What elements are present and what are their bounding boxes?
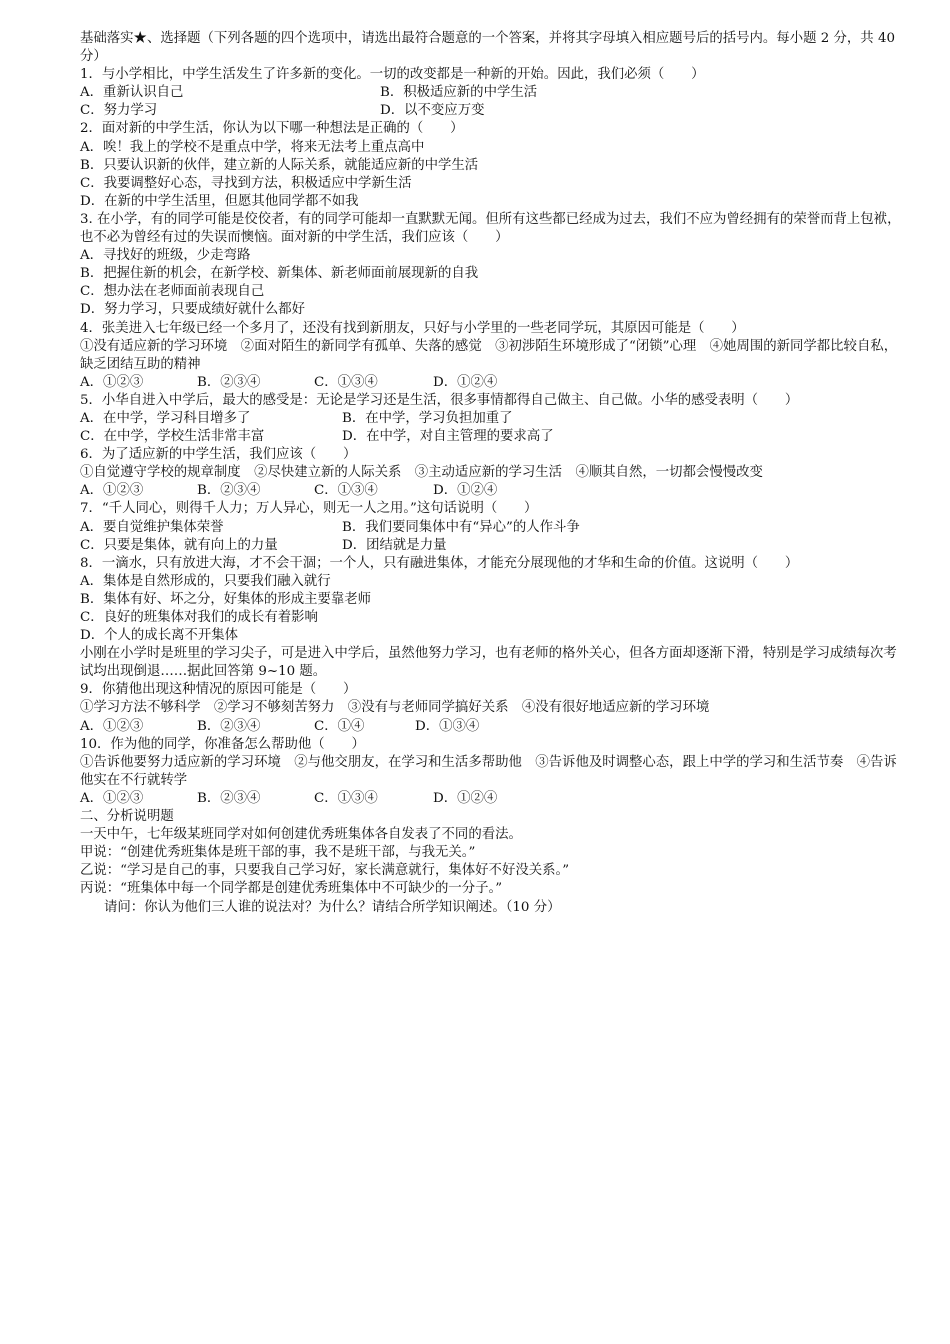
option-d[interactable]: D．①③④: [415, 718, 480, 734]
option-d[interactable]: D．①②④: [433, 790, 498, 806]
question-10-stem: 10．作为他的同学，你准备怎么帮助他（ ）: [80, 736, 365, 752]
question-1-options-row-2: [49, 102, 907, 120]
question-6-options: [49, 482, 907, 500]
question-5-options-row-1: [49, 410, 907, 428]
section2-heading: 二、分析说明题: [80, 809, 174, 825]
exam-content: [49, 30, 907, 917]
question-5-stem: 5．小华自进入中学后，最大的感受是：无论是学习还是生活，很多事情都得自己做主、自己做。小华的感受表明（ ）: [80, 392, 799, 408]
option-d[interactable]: D．①②④: [433, 483, 498, 499]
question-1-stem: 1．与小学相比，中学生活发生了许多新的变化。一切的改变都是一种新的开始。因此，我们必须（ ）: [80, 67, 705, 83]
option-d[interactable]: D．努力学习，只要成绩好就什么都好: [80, 302, 305, 318]
option-c[interactable]: C．在中学，学校生活非常丰富: [80, 429, 265, 445]
option-c[interactable]: C．①④: [314, 718, 365, 734]
option-b[interactable]: B．②③④: [197, 483, 261, 499]
option-d[interactable]: D．在新的中学生活里，但愿其他同学都不如我: [80, 193, 359, 209]
question-1-options-row-1: [49, 84, 907, 102]
option-b[interactable]: B．②③④: [197, 790, 261, 806]
section1-intro: 基础落实★、选择题（下列各题的四个选项中，请选出最符合题意的一个答案，并将其字母填入相应题号后的括号内。每小题 2 分，共 40 分）: [80, 31, 895, 65]
option-d[interactable]: D．个人的成长离不开集体: [80, 628, 239, 644]
option-a[interactable]: A．在中学，学习科目增多了: [80, 410, 251, 426]
option-c[interactable]: C．①③④: [314, 790, 378, 806]
option-a[interactable]: A．①②③: [80, 718, 144, 734]
option-b[interactable]: B．我们要同集体中有“异心”的人作斗争: [342, 519, 580, 535]
option-d[interactable]: D．①②④: [433, 374, 498, 390]
option-a[interactable]: A．①②③: [80, 790, 144, 806]
option-b[interactable]: B．只要认识新的伙伴，建立新的人际关系，就能适应新的中学生活: [80, 157, 479, 173]
question-10-options: [49, 790, 907, 808]
option-c[interactable]: C．我要调整好心态，寻找到方法，积极适应中学新生活: [80, 175, 412, 191]
question-4-options: [49, 374, 907, 392]
option-c[interactable]: C．想办法在老师面前表现自己: [80, 284, 265, 300]
option-c[interactable]: C．努力学习: [80, 103, 158, 119]
question-4-stem: 4．张美进入七年级已经一个多月了，还没有找到新朋友，只好与小学里的一些老同学玩，其原因可能是（ ）: [80, 320, 745, 336]
option-c[interactable]: C．①③④: [314, 483, 378, 499]
question-3-stem: 3. 在小学，有的同学可能是佼佼者，有的同学可能却一直默默无闻。但所有这些都已经成为过去，我们不应为曾经拥有的荣誉而背上包袱，也不必为曾经有过的失误而懊恼。面对新的中学生活，我们应该（ ）: [80, 211, 901, 246]
question-7-stem: 7．“千人同心，则得千人力；万人异心，则无一人之用。”这句话说明（ ）: [80, 501, 538, 517]
option-b[interactable]: B．在中学，学习负担加重了: [342, 410, 513, 426]
option-a[interactable]: A．集体是自然形成的，只要我们融入就行: [80, 573, 331, 589]
option-b[interactable]: B．集体有好、坏之分，好集体的形成主要靠老师: [80, 591, 372, 607]
option-d[interactable]: D．以不变应万变: [380, 103, 485, 119]
statement-bing: 丙说：“班集体中每一个同学都是创建优秀班集体中不可缺少的一分子。”: [80, 881, 503, 897]
question-6-stem: 6．为了适应新的中学生活，我们应该（ ）: [80, 447, 357, 463]
question-5-options-row-2: [49, 428, 907, 446]
question-9-stem: 9．你猜他出现这种情况的原因可能是（ ）: [80, 682, 357, 698]
question-8-stem: 8．一滴水，只有放进大海，才不会干涸；一个人，只有融进集体，才能充分展现他的才华和生命的价值。这说明（ ）: [80, 555, 799, 571]
question-10-items: ①告诉他要努力适应新的学习环境 ②与他交朋友，在学习和生活多帮助他 ③告诉他及时调整心态，跟上中学的学习和生活节奏 ④告诉他实在不行就转学: [80, 754, 897, 788]
option-b[interactable]: B．②③④: [197, 374, 261, 390]
question-2-stem: 2．面对新的中学生活，你认为以下哪一种想法是正确的（ ）: [80, 121, 464, 137]
option-a[interactable]: A．寻找好的班级，少走弯路: [80, 248, 251, 264]
option-b[interactable]: B．把握住新的机会，在新学校、新集体、新老师面前展现新的自我: [80, 266, 479, 282]
option-a[interactable]: A．①②③: [80, 483, 144, 499]
option-a[interactable]: A．重新认识自己: [80, 85, 184, 101]
option-c[interactable]: C．①③④: [314, 374, 378, 390]
option-a[interactable]: A．唉！我上的学校不是重点中学，将来无法考上重点高中: [80, 139, 425, 155]
question-7-options-row-2: [49, 537, 907, 555]
question-7-options-row-1: [49, 519, 907, 537]
option-a[interactable]: A．要自觉维护集体荣誉: [80, 519, 224, 535]
option-b[interactable]: B．②③④: [197, 718, 261, 734]
option-d[interactable]: D．在中学，对自主管理的要求高了: [342, 429, 554, 445]
question-9-options: [49, 718, 907, 736]
option-c[interactable]: C．只要是集体，就有向上的力量: [80, 537, 278, 553]
question-9-items: ①学习方法不够科学 ②学习不够刻苦努力 ③没有与老师同学搞好关系 ④没有很好地适应新的学习环境: [80, 700, 710, 716]
section2-question: 请问：你认为他们三人谁的说法对？为什么？请结合所学知识阐述。（10 分）: [104, 899, 561, 915]
statement-jia: 甲说：“创建优秀班集体是班干部的事，我不是班干部，与我无关。”: [80, 845, 476, 861]
statement-yi: 乙说：“学习是自己的事，只要我自己学习好，家长满意就行，集体好不好没关系。”: [80, 863, 570, 879]
option-a[interactable]: A．①②③: [80, 374, 144, 390]
question-6-items: ①自觉遵守学校的规章制度 ②尽快建立新的人际关系 ③主动适应新的学习生活 ④顺其自然，一切都会慢慢改变: [80, 465, 763, 481]
section2-scenario: 一天中午，七年级某班同学对如何创建优秀班集体各自发表了不同的看法。: [80, 827, 522, 843]
option-c[interactable]: C．良好的班集体对我们的成长有着影响: [80, 610, 318, 625]
option-d[interactable]: D．团结就是力量: [342, 537, 447, 553]
option-b[interactable]: B．积极适应新的中学生活: [380, 85, 538, 101]
reading-passage: 小刚在小学时是班里的学习尖子，可是进入中学后，虽然他努力学习，也有老师的格外关心，但各方面却逐渐下滑，特别是学习成绩每次考试均出现倒退……据此回答第 9~10 题。: [80, 646, 897, 680]
question-4-items: ①没有适应新的学习环境 ②面对陌生的新同学有孤单、失落的感觉 ③初涉陌生环境形成了“闭锁”心理 ④她周围的新同学都比较自私，缺乏团结互助的精神: [80, 338, 898, 372]
